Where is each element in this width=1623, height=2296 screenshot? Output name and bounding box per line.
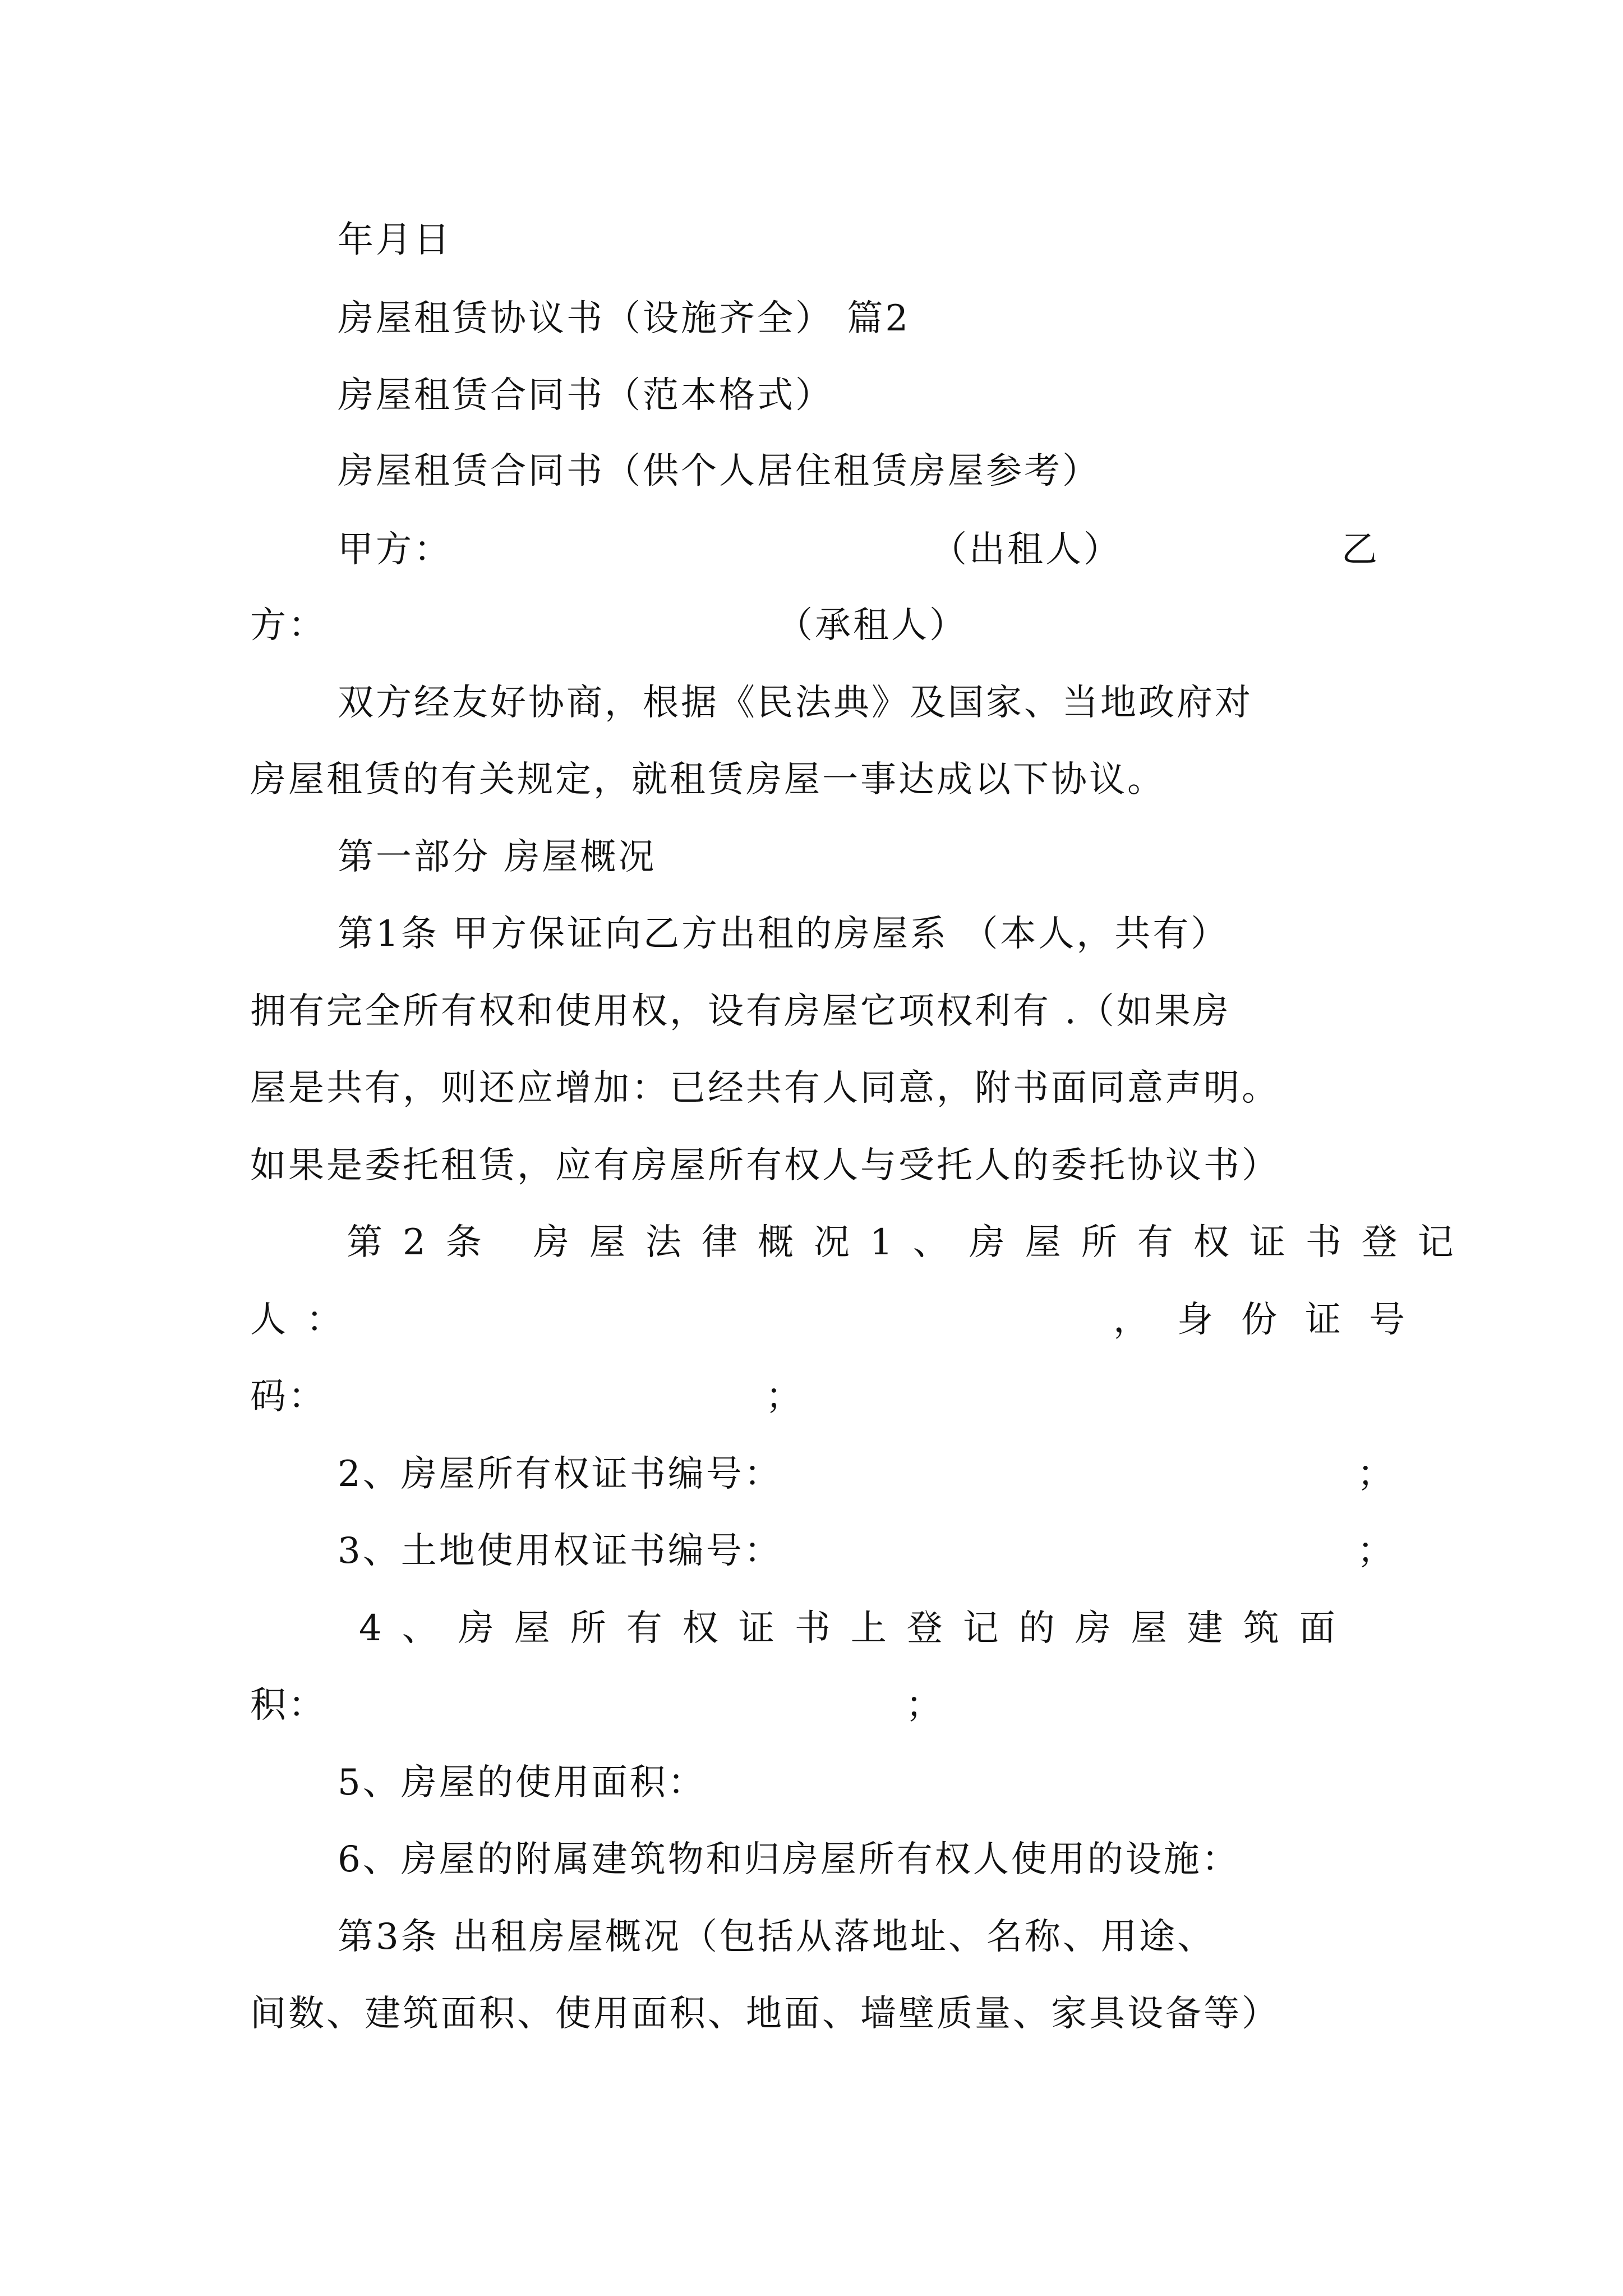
article-2-registrant-label: 人： [250,1299,362,1341]
title-line-2: 房屋租赁合同书（范本格式） [338,375,833,416]
party-a-label: 甲方： [338,529,452,570]
party-a-role: （出租人） [931,529,1122,570]
party-b-label-end: 方： [250,605,326,646]
item-4-area-label: 积： [250,1685,326,1726]
part-1-heading: 第一部分 房屋概况 [338,836,657,878]
article-2-code-label: 码： [250,1376,326,1418]
article-2-code-end: ； [766,1376,804,1418]
item-4-line-1: 4、房屋所有权证书上登记的房屋建筑面 [359,1608,1355,1649]
article-2-id-label: ，身份证号 [1113,1299,1433,1341]
item-4-area-end: ； [906,1685,944,1726]
party-b-label-start: 乙 [1341,529,1380,570]
item-3-end: ； [1357,1530,1395,1572]
article-2-line-1: 第2条 房屋法律概况1、房屋所有权证书登记 [347,1222,1474,1263]
title-line-1: 房屋租赁协议书（设施齐全） 篇2 [338,298,911,339]
item-5: 5、房屋的使用面积： [338,1762,706,1803]
item-2-end: ； [1357,1453,1395,1495]
article-1-line-1: 第1条 甲方保证向乙方出租的房屋系 （本人，共有） [338,913,1229,955]
item-3-label: 3、土地使用权证书编号： [338,1530,782,1572]
title-line-3: 房屋租赁合同书（供个人居住租赁房屋参考） [338,450,1100,492]
article-3-line-1: 第3条 出租房屋概况（包括从落地址、名称、用途、 [338,1916,1216,1958]
item-6: 6、房屋的附属建筑物和归房屋所有权人使用的设施： [338,1839,1240,1880]
item-2-label: 2、房屋所有权证书编号： [338,1453,782,1495]
article-1-line-3: 屋是共有，则还应增加：已经共有人同意，附书面同意声明。 [250,1068,1280,1109]
article-1-line-2: 拥有完全所有权和使用权，设有房屋它项权利有 .（如果房 [250,991,1231,1032]
article-3-line-2: 间数、建筑面积、使用面积、地面、墙壁质量、家具设备等） [250,1993,1280,2035]
intro-line-1: 双方经友好协商，根据《民法典》及国家、当地政府对 [338,682,1253,724]
party-b-role: （承租人） [777,605,967,646]
article-1-line-4: 如果是委托租赁，应有房屋所有权人与受托人的委托协议书） [250,1145,1280,1186]
date-line: 年月日 [338,219,452,261]
intro-line-2: 房屋租赁的有关规定，就租赁房屋一事达成以下协议。 [250,759,1165,800]
